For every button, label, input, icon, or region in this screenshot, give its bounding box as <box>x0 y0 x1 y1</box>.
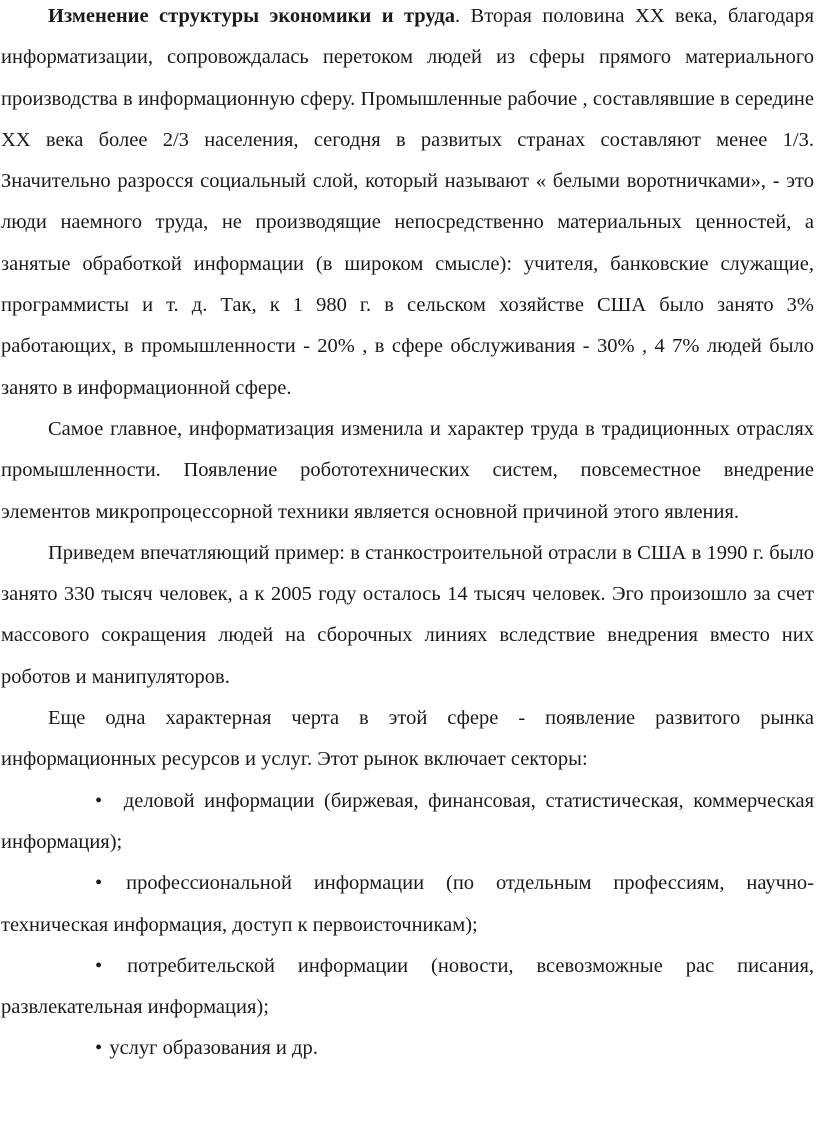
bullet-item-professional-info <box>1 863 814 946</box>
bullet-text: деловой информации (биржевая, финансовая, статистическая, коммерческая информация); <box>1 789 814 853</box>
bullet-marker: • <box>95 872 103 895</box>
bullet-item-consumer-info <box>1 946 814 1029</box>
bullet-marker: • <box>95 954 103 977</box>
paragraph-labor-character: Самое главное, информатизация изменила и характер труда в традиционных отраслях промышленности. Появление робототехнических систем, повсеместное внедрение элементов микропроцессорной техники является основной причиной этого явления. <box>1 417 814 523</box>
bullet-marker: • <box>95 1037 103 1060</box>
paragraph-information-market: Еще одна характерная черта в этой сфере - появление развитого рынка информационных ресурсов и услуг. Этот рынок включает секторы: <box>1 707 814 771</box>
bullet-text: потребительской информации (новости, всевозможные рас писания, развлекательная информация); <box>1 954 814 1019</box>
bullet-marker: • <box>95 789 103 812</box>
bullet-item-education-services <box>1 1028 814 1069</box>
paragraph-economy-structure <box>1 0 814 409</box>
paragraph-machine-tool-example: Приведем впечатляющий пример: в станкостроительной отрасли в США в 1990 г. было занято 330 тысяч человек, а к 2005 году осталось 14 тысяч человек. Эго произошло за счет массового сокращения людей на сборочных линиях вследствие внедрения вместо них роботов и манипуляторов. <box>1 541 814 688</box>
paragraph-lead-heading: Изменение структуры экономики и труда <box>48 5 455 27</box>
bullet-item-business-info <box>1 781 814 864</box>
paragraph-body-text: . Вторая половина XX века, благодаря информатизации, сопровождалась перетоком людей из сферы прямого материального производства в информационную сферу. Промышленные рабочие , составлявшие в середине XX века более 2/3 населения, сегодня в развитых странах составляют менее 1/3. Значительно разросся социальный слой, который называют « белыми воротничками», - это люди наемного труда, не производящие непосредственно материальных ценностей, а занятые обработкой информации (в широком смысле): учителя, банковские служащие, программисты и т. д. Так, к 1 980 г. в сельском хозяйстве США было занято 3% работающих, в промышленности - 20% , в сфере обслуживания - 30% , 4 7% людей было занято в информационной сфере. <box>1 5 814 399</box>
bullet-text: услуг образования и др. <box>109 1037 318 1060</box>
bullet-text: профессиональной информации (по отдельным профессиям, научно-техническая информация, доступ к первоисточникам); <box>1 872 814 936</box>
